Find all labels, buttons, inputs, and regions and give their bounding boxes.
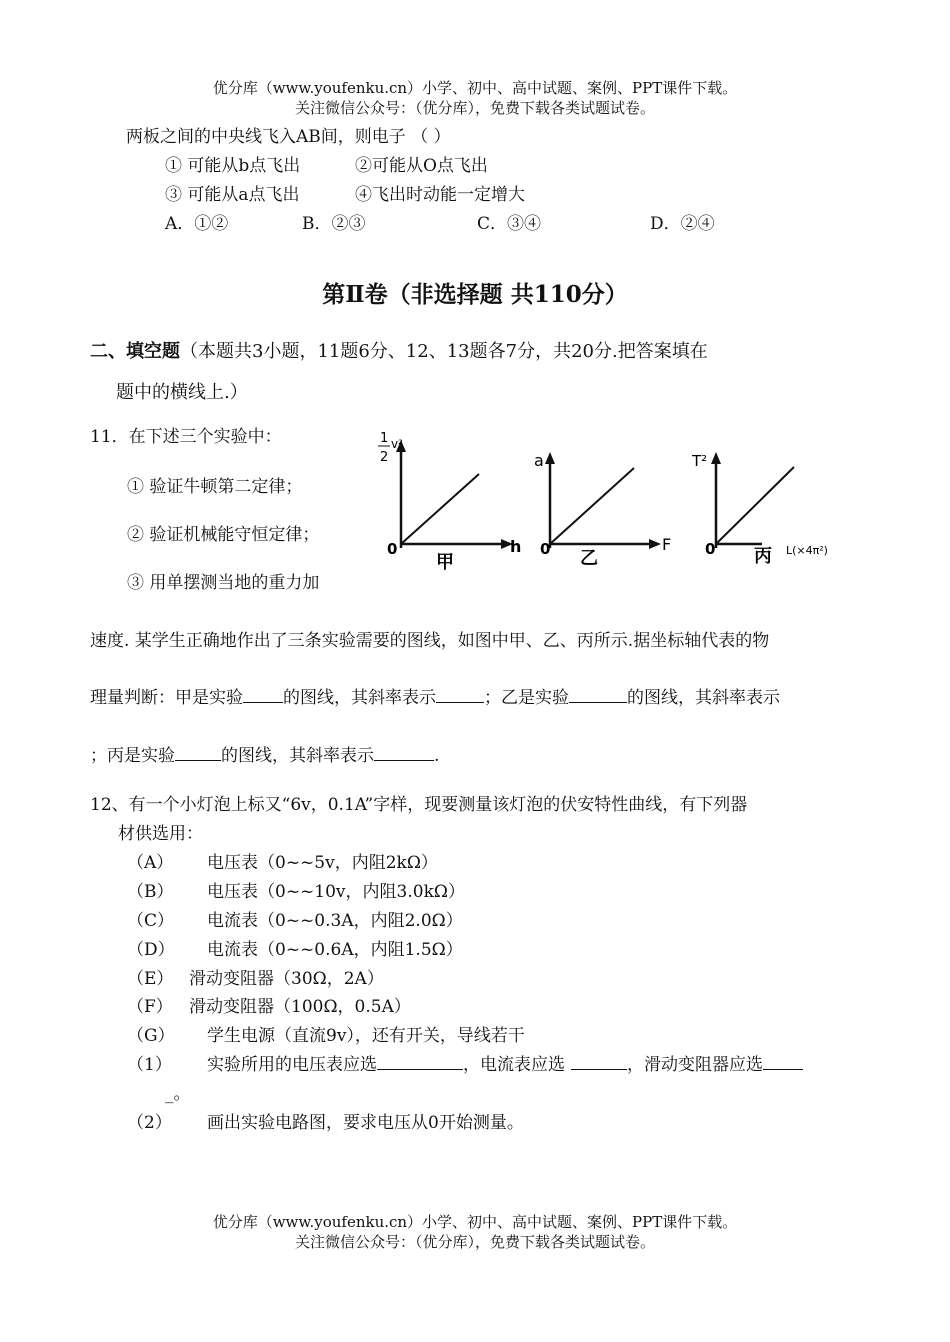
q12-sub1-c: ，滑动变阻器应选 (627, 1055, 763, 1075)
q12-sub1-code: （1） (127, 1055, 172, 1075)
q12-item-g-code: （G） (127, 1026, 175, 1046)
q12-blank-ammeter[interactable] (571, 1055, 627, 1070)
q11-blank-5[interactable] (374, 746, 434, 761)
q12-item-c-text: 电流表（0~~0.3A，内阻2.0Ω） (207, 911, 463, 931)
q11-graphs-figure (370, 420, 870, 580)
graph-bing-line (716, 467, 794, 544)
graph-yi-x-label: F (662, 535, 672, 554)
q10-choice-c: C．③④ (477, 214, 542, 234)
q12-item-e-text: 滑动变阻器（30Ω，2A） (189, 969, 384, 989)
graph-jia-x-label: h (510, 537, 522, 556)
graph-yi-name: 乙 (580, 548, 598, 569)
graph-jia (378, 431, 521, 573)
header-line-2: 关注微信公众号：（优分库），免费下载各类试题试卷。 (294, 99, 655, 117)
q10-choice-a: A．①② (165, 214, 229, 234)
header-line-1: 优分库（www.youfenku.cn）小学、初中、高中试题、案例、PPT课件下载。 (212, 79, 738, 97)
q11-line2-b: 的图线，其斜率表示 (283, 688, 436, 708)
q12-stem-2: 材供选用： (118, 824, 203, 844)
q11-line-1: 速度. 某学生正确地作出了三条实验需要的图线，如图中甲、乙、丙所示.据坐标轴代表的物 (90, 631, 770, 651)
graph-bing-name: 丙 (754, 546, 772, 567)
q12-item-c (127, 906, 463, 931)
q12-sub-2 (127, 1108, 524, 1133)
q12-item-e (127, 964, 384, 989)
q12-item-d-text: 电流表（0~~0.6A，内阻1.5Ω） (207, 940, 463, 960)
q11-line-3 (90, 741, 439, 766)
section-label: 二、填空题 (90, 341, 180, 362)
graph-yi-origin: 0 (540, 540, 551, 558)
q10-stem: 两板之间的中央线飞入AB间，则电子 （ ） (126, 127, 451, 147)
q12-sub2-code: （2） (127, 1113, 172, 1133)
graph-bing (691, 452, 828, 567)
q10-option-3: ③ 可能从a点飞出 (165, 185, 300, 205)
q12-item-e-code: （E） (127, 969, 174, 989)
footer-line-2: 关注微信公众号：（优分库），免费下载各类试题试卷。 (294, 1233, 655, 1251)
q12-item-f-code: （F） (127, 997, 173, 1017)
section-desc: （本题共3小题，11题6分、12、13题各7分，共20分.把答案填在 (180, 341, 708, 362)
q12-item-a-text: 电压表（0~~5v，内阻2kΩ） (207, 853, 438, 873)
graph-jia-y-frac-den: 2 (380, 450, 389, 465)
q12-stem: 12、有一个小灯泡上标又“6v，0.1A”字样，现要测量该灯泡的伏安特性曲线，有下列器 (90, 795, 748, 815)
q11-item-3: ③ 用单摆测当地的重力加 (127, 573, 320, 593)
q11-stem: 11．在下述三个实验中： (90, 427, 282, 447)
graph-yi-x-arrow (649, 539, 661, 549)
q12-item-g-text: 学生电源（直流9v），还有开关，导线若干 (207, 1026, 525, 1046)
q12-sub1-a: 实验所用的电压表应选 (207, 1055, 377, 1075)
q11-line2-c: ；乙是实验 (484, 688, 569, 708)
q12-item-d (127, 935, 463, 960)
q12-sub1-end: _。 (165, 1084, 191, 1104)
graph-jia-y-frac-num: 1 (380, 431, 389, 446)
q10-option-2: ②可能从O点飞出 (355, 156, 488, 176)
q12-item-d-code: （D） (127, 940, 175, 960)
q12-blank-rheostat[interactable] (763, 1055, 803, 1070)
graph-yi-y-label: a (534, 451, 544, 470)
graph-bing-y-arrow (711, 452, 721, 464)
q12-item-c-code: （C） (127, 911, 175, 931)
q12-item-b-code: （B） (127, 882, 174, 902)
graph-jia-y-label: v² (391, 437, 403, 451)
graph-jia-line (401, 474, 479, 544)
q12-blank-voltmeter[interactable] (377, 1055, 463, 1070)
q12-item-b (127, 877, 465, 902)
q11-line2-d: 的图线，其斜率表示 (627, 688, 780, 708)
graph-bing-origin: 0 (705, 540, 716, 558)
q11-line3-a: ；丙是实验 (90, 746, 175, 766)
q10-option-1: ① 可能从b点飞出 (165, 156, 301, 176)
q10-choice-b: B．②③ (302, 214, 366, 234)
q11-blank-2[interactable] (436, 688, 484, 703)
footer-line-1: 优分库（www.youfenku.cn）小学、初中、高中试题、案例、PPT课件下载。 (212, 1213, 738, 1231)
q12-item-a-code: （A） (127, 853, 174, 873)
graph-bing-x-label: L(×4π²) (786, 544, 828, 557)
q12-sub-1 (127, 1050, 803, 1075)
q11-blank-1[interactable] (243, 688, 283, 703)
graph-yi-line (550, 468, 634, 544)
q11-line2-a: 理量判断：甲是实验 (90, 688, 243, 708)
q12-item-f (127, 992, 411, 1017)
graph-jia-name: 甲 (436, 552, 454, 573)
section-heading (90, 337, 708, 363)
q11-blank-3[interactable] (569, 688, 627, 703)
q12-item-f-text: 滑动变阻器（100Ω，0.5A） (189, 997, 411, 1017)
q12-item-g (127, 1021, 525, 1046)
q11-line3-end: . (434, 746, 440, 766)
q11-line-2 (90, 683, 780, 708)
q10-choice-d: D．②④ (650, 214, 715, 234)
q11-item-1: ① 验证牛顿第二定律； (127, 477, 303, 497)
q12-item-a (127, 848, 438, 873)
section-desc-2: 题中的横线上.） (116, 382, 248, 403)
q11-line3-b: 的图线，其斜率表示 (221, 746, 374, 766)
q12-item-b-text: 电压表（0~~10v，内阻3.0kΩ） (207, 882, 465, 902)
graph-yi-y-arrow (545, 452, 555, 464)
graph-jia-origin: 0 (387, 540, 398, 558)
graph-yi (534, 451, 671, 569)
q12-sub1-b: ，电流表应选 (463, 1055, 565, 1075)
q12-sub2-text: 画出实验电路图，要求电压从0开始测量。 (207, 1113, 524, 1133)
q11-blank-4[interactable] (175, 746, 221, 761)
graph-bing-y-label: T² (692, 452, 708, 470)
part2-title: 第Ⅱ卷（非选择题 共110分） (322, 281, 628, 308)
q11-item-2: ② 验证机械能守恒定律； (127, 525, 320, 545)
q10-option-4: ④飞出时动能一定增大 (355, 185, 525, 205)
